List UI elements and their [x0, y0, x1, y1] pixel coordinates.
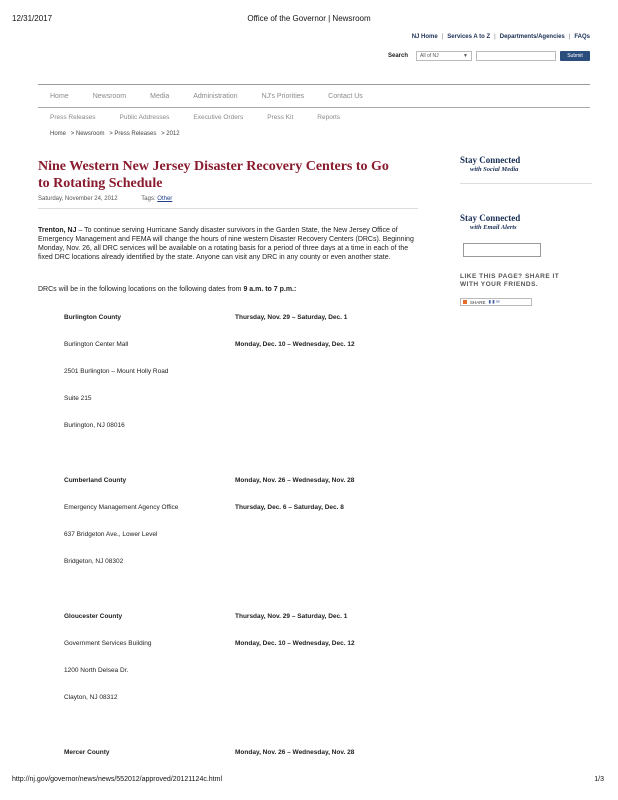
faqs-link[interactable]: FAQs	[574, 34, 590, 40]
subnav-press-releases[interactable]: Press Releases	[50, 114, 96, 121]
address-city: Bridgeton, NJ 08302	[64, 558, 124, 565]
breadcrumb-year[interactable]: > 2012	[161, 131, 180, 137]
nav-newsroom[interactable]: Newsroom	[92, 92, 127, 100]
stay-connected-heading: Stay Connected	[460, 213, 521, 223]
social-media-block	[460, 155, 592, 184]
nj-home-link[interactable]: NJ Home	[411, 34, 438, 40]
email-input[interactable]	[463, 243, 541, 257]
social-icons: ▮ ▮ ✉	[488, 299, 500, 304]
location-name: Emergency Management Agency Office	[64, 504, 179, 511]
address-line: 2501 Burlington – Mount Holly Road	[64, 368, 169, 375]
location-name: Government Services Building	[64, 640, 152, 647]
location-name: Burlington Center Mall	[64, 341, 129, 348]
article-dateline: Trenton, NJ	[38, 227, 77, 234]
address-line: 637 Bridgeton Ave., Lower Level	[64, 531, 158, 538]
print-footer	[12, 776, 604, 786]
nav-home[interactable]: Home	[50, 92, 69, 100]
search-submit-button[interactable]: Submit	[560, 51, 590, 61]
county-name: Mercer County	[64, 749, 110, 756]
county-name: Cumberland County	[64, 477, 127, 484]
services-link[interactable]: Services A to Z	[447, 34, 491, 40]
stay-connected-heading: Stay Connected	[460, 155, 521, 165]
date-range: Thursday, Nov. 29 – Saturday, Dec. 1	[235, 314, 348, 321]
date-range: Monday, Nov. 26 – Wednesday, Nov. 28	[235, 477, 355, 484]
search-bar	[388, 50, 590, 62]
nav-media[interactable]: Media	[150, 92, 170, 100]
breadcrumb	[50, 131, 183, 137]
share-icon	[463, 300, 467, 304]
tags-label: Tags:	[141, 196, 156, 202]
date-range: Thursday, Nov. 29 – Saturday, Dec. 1	[235, 613, 348, 620]
print-title: Office of the Governor | Newsroom	[247, 14, 371, 23]
article-date: Saturday, November 24, 2012	[38, 196, 118, 202]
share-button[interactable]	[460, 298, 532, 306]
email-alerts-link[interactable]: with Email Alerts	[470, 224, 517, 231]
print-date: 12/31/2017	[12, 14, 53, 23]
search-scope-value: All of NJ	[420, 53, 439, 59]
address-city: Burlington, NJ 08016	[64, 422, 125, 429]
address-line: 1200 North Delsea Dr.	[64, 667, 129, 674]
drc-intro-text: DRCs will be in the following locations on the following dates from	[38, 286, 244, 293]
breadcrumb-home[interactable]: Home	[50, 131, 67, 137]
print-header	[12, 14, 606, 26]
search-scope-select[interactable]	[416, 51, 472, 61]
date-range: Monday, Dec. 10 – Wednesday, Dec. 12	[235, 341, 355, 348]
sub-nav	[50, 114, 364, 121]
article-title: Nine Western New Jersey Disaster Recovery Centers to Go to Rotating Schedule	[38, 159, 389, 191]
address-line: Suite 215	[64, 395, 92, 402]
article-body	[38, 226, 418, 262]
nav-contact[interactable]: Contact Us	[328, 92, 363, 100]
utility-nav: NJ Home | Services A to Z | Departments/Agencies | FAQs	[411, 34, 590, 40]
search-label: Search	[387, 53, 408, 59]
drc-intro	[38, 286, 296, 293]
subnav-reports[interactable]: Reports	[317, 114, 341, 121]
county-name: Gloucester County	[64, 613, 123, 620]
date-range: Monday, Nov. 26 – Wednesday, Nov. 28	[235, 749, 355, 756]
main-nav	[38, 84, 590, 108]
nav-administration[interactable]: Administration	[193, 92, 238, 100]
address-city: Clayton, NJ 08312	[64, 694, 118, 701]
article-tags	[141, 196, 172, 202]
article-body-text: – To continue serving Hurricane Sandy disaster survivors in the Garden State, the New Jersey Office of Emergency Management and FEMA will change the hours of nine western Disaster Recovery Centers (DRCs). Beginning Monday, Nov. 26, all DRC services will be available on a rotating basis for a period of three days at a time in each of the fixed DRC locations already identified by the state. Anyone can visit any DRC in any county or even another state.	[38, 227, 414, 261]
search-input[interactable]	[476, 51, 556, 61]
date-range: Thursday, Dec. 6 – Saturday, Dec. 8	[235, 504, 344, 511]
chevron-down-icon: ▼	[463, 53, 468, 59]
subnav-public-addresses[interactable]: Public Addresses	[119, 114, 170, 121]
county-name: Burlington County	[64, 314, 122, 321]
article-meta	[38, 196, 418, 209]
subnav-press-kit[interactable]: Press Kit	[267, 114, 294, 121]
social-media-link[interactable]: with Social Media	[470, 166, 519, 173]
print-page-number: 1/3	[594, 776, 604, 783]
tag-link[interactable]: Other	[157, 196, 173, 202]
breadcrumb-press-releases[interactable]: > Press Releases	[109, 131, 157, 137]
departments-link[interactable]: Departments/Agencies	[499, 34, 565, 40]
print-url: http://nj.gov/governor/news/news/552012/approved/20121124c.html	[12, 776, 223, 783]
share-prompt: LIKE THIS PAGE? SHARE IT WITH YOUR FRIENDS.	[460, 273, 560, 288]
breadcrumb-newsroom[interactable]: > Newsroom	[70, 131, 105, 137]
nav-priorities[interactable]: NJ's Priorities	[261, 92, 305, 100]
drc-hours: 9 a.m. to 7 p.m.:	[243, 286, 297, 293]
subnav-executive-orders[interactable]: Executive Orders	[193, 114, 244, 121]
email-alerts-block	[460, 213, 520, 231]
share-label: SHARE	[470, 299, 486, 305]
date-range: Monday, Dec. 10 – Wednesday, Dec. 12	[235, 640, 355, 647]
